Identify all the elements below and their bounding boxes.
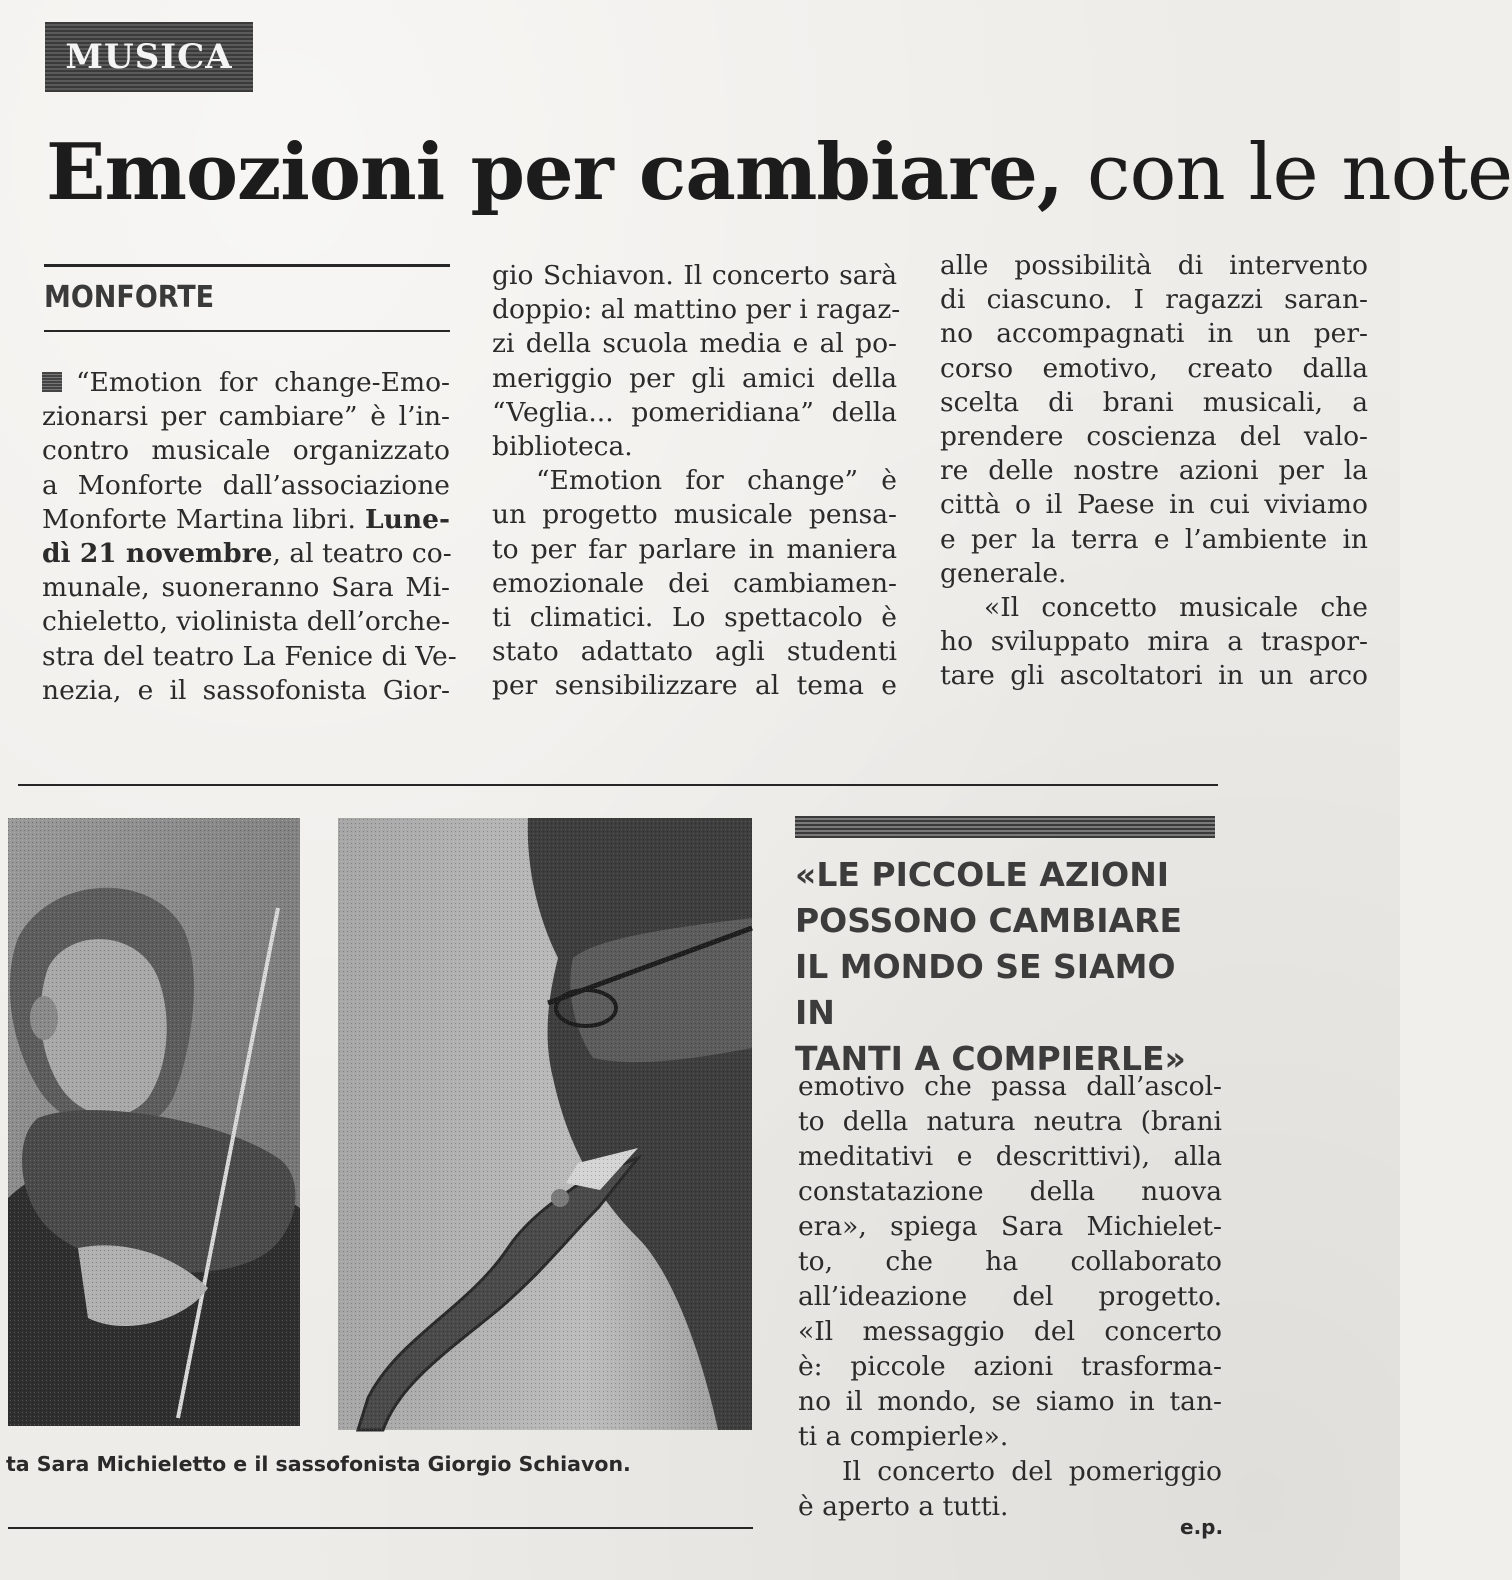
- text-line: per sensibilizzare al tema e: [492, 670, 897, 702]
- start-square-icon: [42, 372, 62, 392]
- text-line: prendere coscienza del valo-: [940, 421, 1368, 453]
- text-line: doppio: al mattino per i ragaz-: [492, 294, 901, 326]
- text-line: corso emotivo, creato dalla: [940, 352, 1368, 384]
- section-tag: MUSICA: [45, 22, 253, 92]
- text-line: città o il Paese in cui viviamo: [940, 489, 1368, 521]
- text-line: all’ideazione del progetto.: [798, 1281, 1222, 1312]
- text-line: scelta di brani musicali, a: [940, 386, 1368, 418]
- text-line: nezia, e il sassofonista Gior-: [42, 674, 450, 706]
- kicker-bottom-rule: [44, 330, 450, 332]
- text-line: Il concerto del pomeriggio: [842, 1456, 1222, 1487]
- text-line: munale, suoneranno Sara Mi-: [42, 572, 450, 604]
- text-line: Monforte Martina libri. Lune-: [42, 503, 450, 535]
- photo-caption: ta Sara Michieletto e il sassofonista Giorgio Schiavon.: [6, 1452, 631, 1476]
- text-line: di ciascuno. I ragazzi saran-: [940, 284, 1368, 316]
- headline-bold: Emozioni per cambiare,: [46, 127, 1064, 218]
- kicker-top-rule: [44, 264, 450, 267]
- text-line: to, che ha collaborato: [798, 1246, 1222, 1277]
- violinist-photo: [8, 818, 300, 1426]
- text-line: emozionale dei cambiamen-: [492, 567, 897, 599]
- text-line: contro musicale organizzato: [42, 435, 450, 467]
- violinist-illustration: [8, 818, 300, 1426]
- text-line: è: piccole azioni trasforma-: [798, 1351, 1222, 1382]
- headline: [46, 118, 1512, 228]
- text-line: “Veglia... pomeridiana” della: [492, 396, 897, 428]
- article-column-1: [42, 366, 457, 708]
- text-line: constatazione della nuova: [798, 1176, 1222, 1207]
- author-signature: e.p.: [1180, 1515, 1224, 1539]
- text-line: re delle nostre azioni per la: [940, 455, 1368, 487]
- article-column-4: [798, 1069, 1222, 1524]
- text-line: e per la terra e l’ambiente in: [940, 523, 1368, 555]
- pull-quote-line: TANTI A COMPIERLE»: [795, 1039, 1186, 1078]
- text-line: ti a compierle».: [798, 1421, 1009, 1452]
- text-line: chieletto, violinista dell’orche-: [42, 606, 450, 638]
- text-line: dì 21 novembre, al teatro co-: [42, 538, 452, 570]
- text-line: no accompagnati in un per-: [940, 318, 1368, 350]
- pull-quote-line: «LE PICCOLE AZIONI: [795, 855, 1170, 894]
- text-line: gio Schiavon. Il concerto sarà: [492, 260, 897, 291]
- text-line: emotivo che passa dall’ascol-: [798, 1071, 1222, 1102]
- pull-quote-line: POSSONO CAMBIARE: [795, 901, 1183, 940]
- article-column-2: [492, 259, 901, 704]
- text-line: no il mondo, se siamo in tan-: [798, 1386, 1222, 1417]
- text-line: stra del teatro La Fenice di Ve-: [42, 640, 457, 672]
- text-line: «Il messaggio del concerto: [798, 1316, 1222, 1347]
- article-column-3: [940, 249, 1368, 694]
- text-line: ho sviluppato mira a traspor-: [940, 626, 1368, 658]
- text-line: era», spiega Sara Michielet-: [798, 1211, 1222, 1242]
- text-line: ti climatici. Lo spettacolo è: [492, 602, 897, 634]
- text-line: “Emotion for change” è: [536, 465, 897, 497]
- text-line: alle possibilità di intervento: [940, 250, 1368, 281]
- text-line: zi della scuola media e al po-: [492, 328, 897, 360]
- text-line: stato adattato agli studenti: [492, 636, 897, 668]
- text-line: generale.: [940, 557, 1067, 589]
- text-line: biblioteca.: [492, 431, 633, 463]
- text-line: tare gli ascoltatori in un arco: [940, 660, 1368, 692]
- text-line: meditativi e descrittivi), alla: [798, 1141, 1222, 1172]
- pull-quote-bar: [795, 816, 1215, 838]
- text-line: è aperto a tutti.: [798, 1491, 1009, 1522]
- text-line: to per far parlare in maniera: [492, 533, 897, 565]
- text-line: to della natura neutra (brani: [798, 1106, 1222, 1137]
- text-line: meriggio per gli amici della: [492, 362, 897, 394]
- kicker: MONFORTE: [44, 280, 215, 315]
- headline-light: con le note: [1063, 128, 1512, 218]
- text-line: “Emotion for change-Emo-: [42, 366, 450, 400]
- text-line: zionarsi per cambiare” è l’in-: [42, 401, 450, 433]
- text-line: «Il concetto musicale che: [984, 592, 1368, 624]
- pull-quote-line: IL MONDO SE SIAMO IN: [795, 947, 1176, 1032]
- text-line: a Monforte dall’associazione: [42, 469, 450, 501]
- caption-bottom-rule: [8, 1527, 753, 1529]
- section-divider-rule: [18, 784, 1218, 786]
- pull-quote: [795, 852, 1225, 1082]
- text-line: un progetto musicale pensa-: [492, 499, 897, 531]
- saxophonist-illustration: [338, 818, 752, 1430]
- saxophonist-photo: [338, 818, 752, 1430]
